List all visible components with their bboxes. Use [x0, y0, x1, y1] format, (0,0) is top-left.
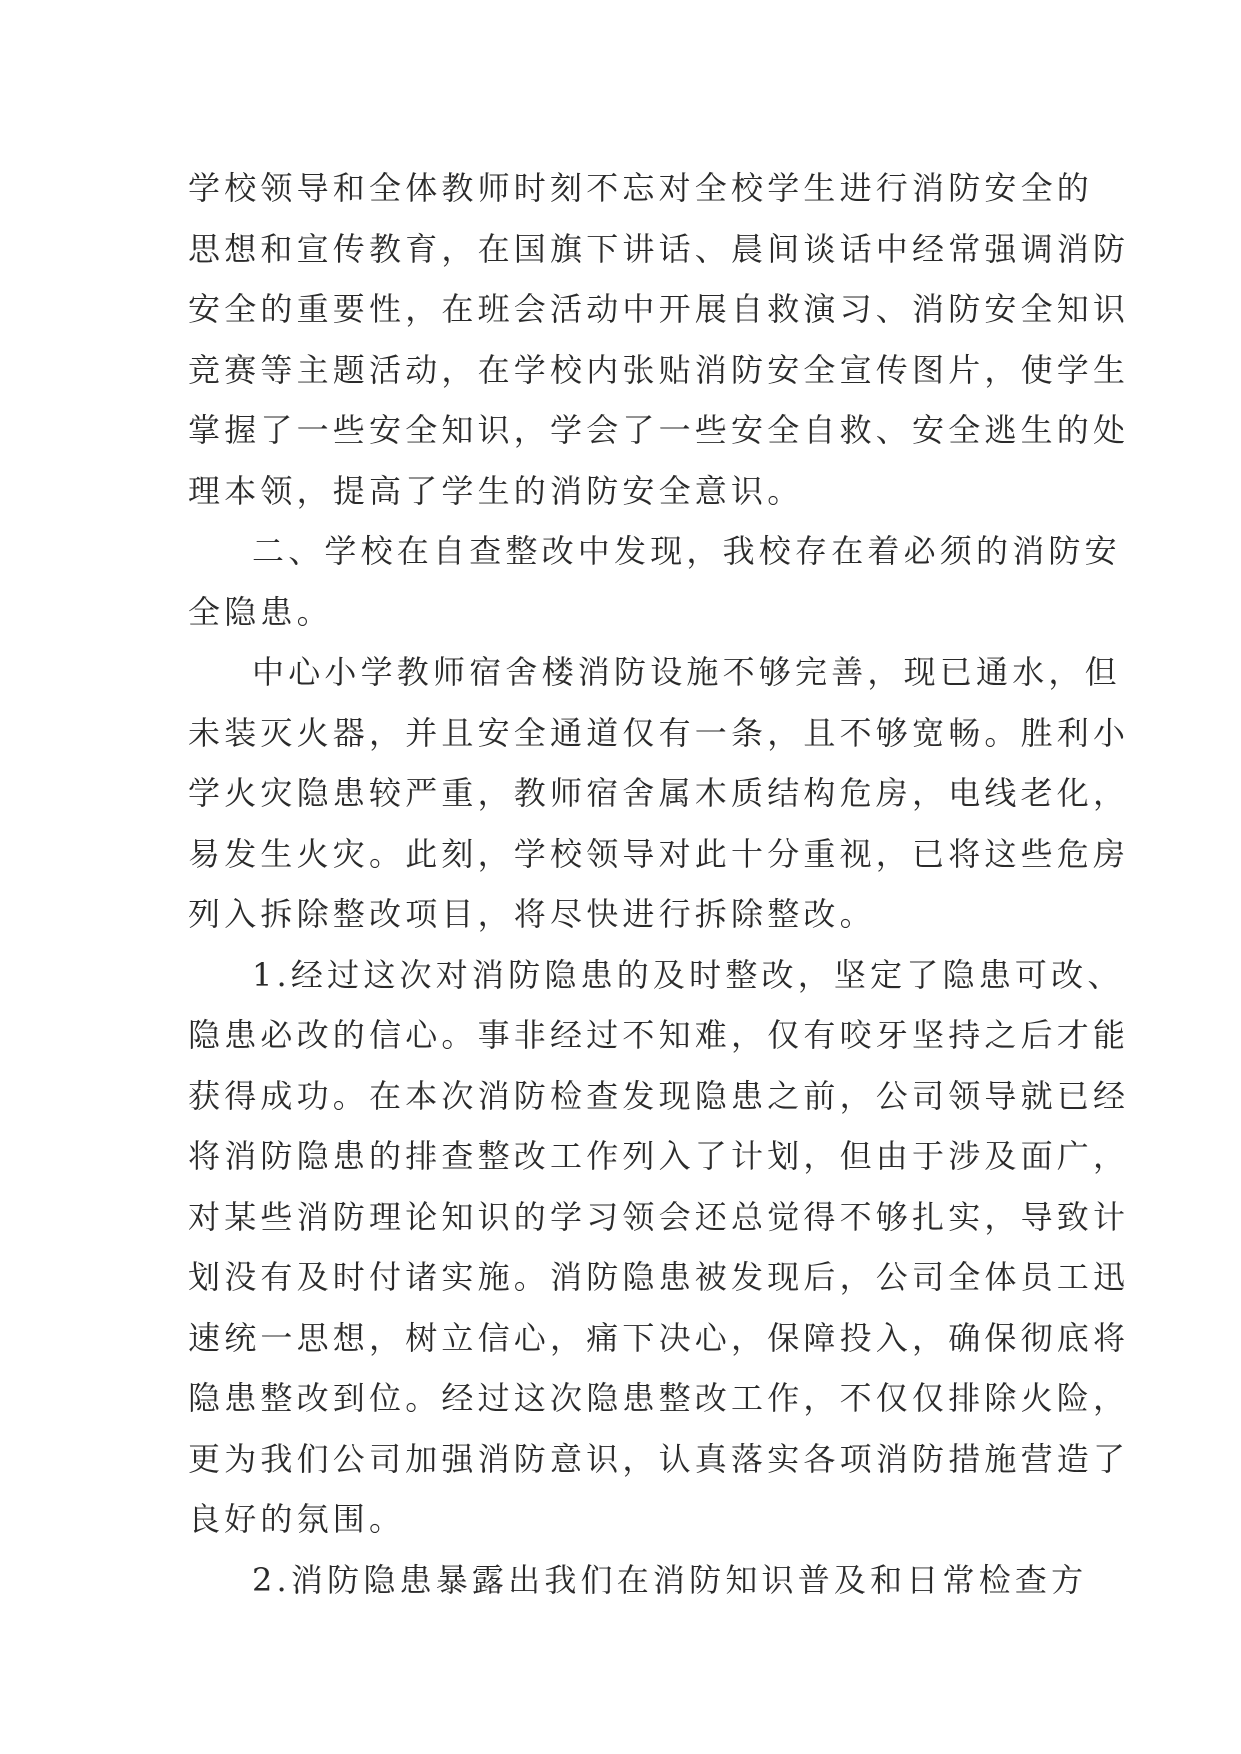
- text-line: 全隐患。: [188, 592, 333, 631]
- text-line: 理本领，提高了学生的消防安全意识。: [188, 471, 804, 510]
- text-line: 列入拆除整改项目，将尽快进行拆除整改。: [188, 895, 876, 933]
- text-line: 良好的氛围。: [188, 1500, 406, 1538]
- paragraph-section-two-heading: [188, 521, 1121, 642]
- document-body: [188, 158, 1130, 1610]
- text-line: 未装灭火器，并且安全通道仅有一条，且不够宽畅。胜利小: [188, 713, 1130, 752]
- paragraph-item-two: [188, 1550, 1088, 1611]
- text-line: 安全的重要性，在班会活动中开展自救演习、消防安全知识: [188, 290, 1130, 328]
- text-line: 获得成功。在本次消防检查发现隐患之前，公司领导就已经: [188, 1076, 1130, 1115]
- text-line: 中心小学教师宿舍楼消防设施不够完善，现已通水，但: [252, 653, 1121, 691]
- text-line: 二、学校在自查整改中发现，我校存在着必须的消防安: [252, 532, 1121, 570]
- text-line: 2.消防隐患暴露出我们在消防知识普及和日常检查方: [252, 1560, 1088, 1599]
- text-line: 划没有及时付诸实施。消防隐患被发现后，公司全体员工迅: [188, 1258, 1130, 1296]
- text-line: 竞赛等主题活动，在学校内张贴消防安全宣传图片，使学生: [188, 350, 1130, 389]
- paragraph-item-one: [188, 945, 1130, 1550]
- paragraph-fire-safety-education: [188, 158, 1130, 521]
- text-line: 学校领导和全体教师时刻不忘对全校学生进行消防安全的: [188, 169, 1094, 207]
- text-line: 隐患必改的信心。事非经过不知难，仅有咬牙坚持之后才能: [188, 1016, 1130, 1054]
- paragraph-hazards-found: [188, 642, 1130, 945]
- text-line: 对某些消防理论知识的学习领会还总觉得不够扎实，导致计: [188, 1197, 1130, 1236]
- text-line: 速统一思想，树立信心，痛下决心，保障投入，确保彻底将: [188, 1318, 1130, 1357]
- text-line: 更为我们公司加强消防意识，认真落实各项消防措施营造了: [188, 1439, 1130, 1478]
- text-line: 将消防隐患的排查整改工作列入了计划，但由于涉及面广，: [188, 1137, 1130, 1175]
- text-line: 1.经过这次对消防隐患的及时整改，坚定了隐患可改、: [252, 955, 1124, 994]
- text-line: 思想和宣传教育，在国旗下讲话、晨间谈话中经常强调消防: [188, 229, 1130, 268]
- text-line: 隐患整改到位。经过这次隐患整改工作，不仅仅排除火险，: [188, 1379, 1130, 1417]
- text-line: 掌握了一些安全知识，学会了一些安全自救、安全逃生的处: [188, 411, 1130, 449]
- text-line: 学火灾隐患较严重，教师宿舍属木质结构危房，电线老化，: [188, 774, 1130, 812]
- text-line: 易发生火灾。此刻，学校领导对此十分重视，已将这些危房: [188, 834, 1130, 873]
